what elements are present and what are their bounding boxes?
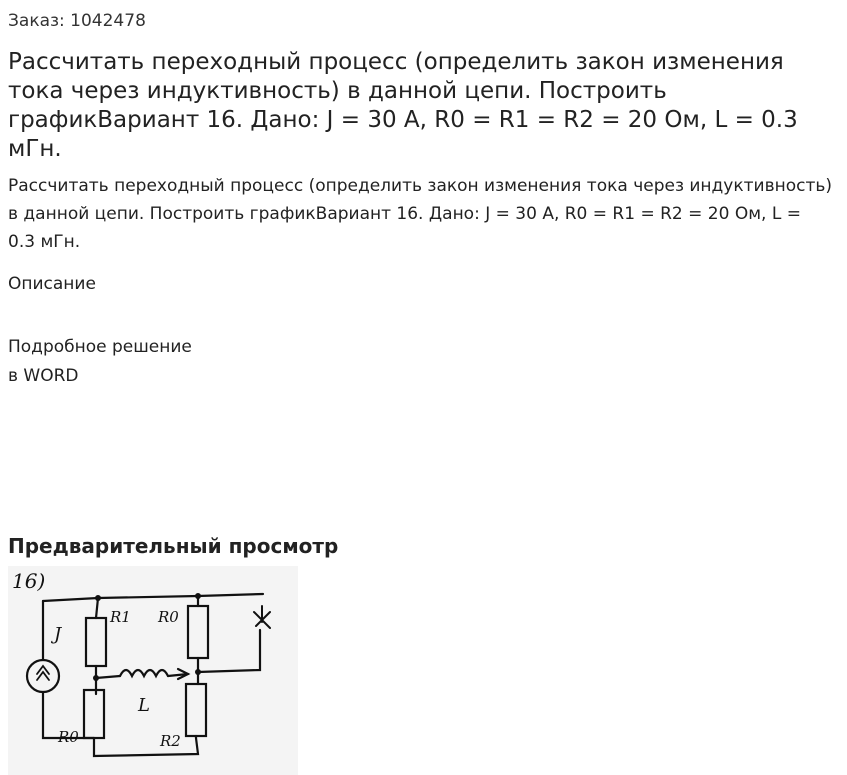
- circuit-diagram: [8, 566, 298, 775]
- inductor-label: L: [138, 695, 150, 716]
- r2-label: R2: [160, 732, 181, 750]
- r0-bottom-label: R0: [58, 728, 79, 746]
- task-description: Рассчитать переходный процесс (определить закон изменения тока через индуктивность) в данной цепи. Построить графикВариант 16. Дано: J = 30 А, R0 = R1 = R2 = 20 Ом, L = 0.3 мГн.: [8, 176, 833, 252]
- r0-top-label: R0: [158, 608, 179, 626]
- variant-label: 16): [12, 569, 46, 593]
- solution-line-1: Подробное решение: [8, 337, 192, 357]
- r1-label: R1: [110, 608, 131, 626]
- page-title: Рассчитать переходный процесс (определить закон изменения тока через индуктивность) в данной цепи. Построить графикВариант 16. Дано: J = 30 А, R0 = R1 = R2 = 20 Ом, L = 0.3 мГн.: [8, 49, 798, 162]
- source-label: J: [54, 624, 62, 645]
- order-number: Заказ: 1042478: [8, 11, 146, 31]
- solution-line-2: в WORD: [8, 366, 79, 386]
- preview-heading: Предварительный просмотр: [8, 534, 339, 558]
- description-heading: Описание: [8, 274, 96, 294]
- preview-image: [8, 566, 298, 775]
